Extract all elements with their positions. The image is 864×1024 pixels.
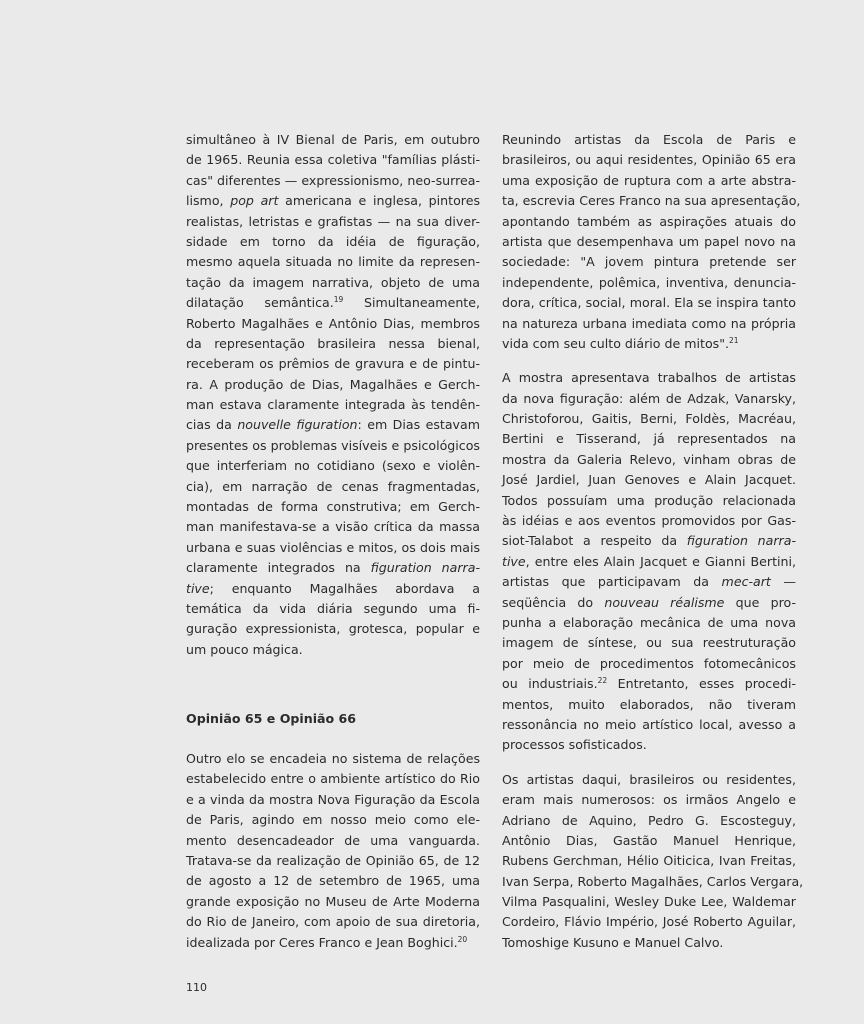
text-line: grande exposição no Museu de Arte Moderna <box>186 893 480 909</box>
text-line: idealizada por Ceres Franco e Jean Boghici.$^{20}$ <box>186 934 468 950</box>
text-line: Cordeiro, Flávio Império, José Roberto Aguilar, <box>502 914 796 930</box>
paragraph-gap <box>502 756 796 770</box>
text-line: Rubens Gerchman, Hélio Oiticica, Ivan Freitas, <box>502 853 796 869</box>
text-line: Christoforou, Gaitis, Berni, Foldès, Macréau, <box>502 411 796 427</box>
right-paragraph-2 <box>502 368 796 755</box>
right-paragraph-3 <box>502 770 804 954</box>
text-line: mento desencadeador de uma vanguarda. <box>186 832 480 848</box>
text-line: e a vinda da mostra Nova Figuração da Escola <box>186 791 480 807</box>
text-line: realistas, letristas e grafistas — na sua diver- <box>186 213 480 229</box>
text-line: eram mais numerosos: os irmãos Angelo e <box>502 792 796 808</box>
text-line: claramente integrados na figuration narra- <box>186 560 480 576</box>
text-line: lismo, pop art americana e inglesa, pintores <box>186 193 480 209</box>
text-line: man manifestava-se a visão crítica da massa <box>186 519 480 535</box>
text-line: um pouco mágica. <box>186 641 303 657</box>
text-line: Antônio Dias, Gastão Manuel Henrique, <box>502 832 796 848</box>
text-line: na natureza urbana imediata como na própria <box>502 315 796 331</box>
section-heading: Opinião 65 e Opinião 66 <box>186 711 357 726</box>
text-line: de Paris, agindo em nosso meio como ele- <box>186 812 480 828</box>
text-line: presentes os problemas visíveis e psicológicos <box>186 437 480 453</box>
right-column-text <box>502 130 804 953</box>
text-line: mostra da Galeria Relevo, vinham obras de <box>502 451 796 467</box>
text-line: às idéias e aos eventos promovidos por Gas- <box>502 513 796 529</box>
text-line: guração expressionista, grotesca, popular e <box>186 621 480 637</box>
text-line: Outro elo se encadeia no sistema de relações <box>186 751 480 766</box>
text-line: tação da imagem narrativa, objeto de uma <box>186 274 480 290</box>
paragraph-gap <box>502 354 796 368</box>
text-line: cia), em narração de cenas fragmentadas, <box>186 478 480 494</box>
text-line: sociedade: "A jovem pintura pretende ser <box>502 254 796 270</box>
text-line: brasileiros, ou aqui residentes, Opinião 65 era <box>502 152 796 168</box>
text-line: de agosto a 12 de setembro de 1965, uma <box>186 873 480 889</box>
text-line: Adriano de Aquino, Pedro G. Escosteguy, <box>502 812 796 828</box>
text-line: A mostra apresentava trabalhos de artistas <box>502 370 796 386</box>
text-line: estabelecido entre o ambiente artístico do Rio <box>186 771 480 787</box>
text-line: ra. A produção de Dias, Magalhães e Gerch- <box>186 376 480 392</box>
text-line: Os artistas daqui, brasileiros ou residentes, <box>502 771 796 787</box>
text-line: da nova figuração: além de Adzak, Vanarsky, <box>502 390 796 406</box>
text-line: urbana e suas violências e mitos, os dois mais <box>186 539 480 555</box>
text-line: da representação brasileira nessa bienal, <box>186 335 480 351</box>
text-line: Todos possuíam uma produção relacionada <box>502 492 796 508</box>
text-line: uma exposição de ruptura com a arte abstra- <box>502 172 796 188</box>
text-line: man estava claramente integrada às tendên- <box>186 397 480 413</box>
text-line: siot-Talabot a respeito da figuration narra- <box>502 533 796 549</box>
text-line: dora, crítica, social, moral. Ela se inspira tanto <box>502 295 796 311</box>
text-line: tive, entre eles Alain Jacquet e Gianni Bertini, <box>502 553 796 569</box>
text-line: Tratava-se da realização de Opinião 65, de 12 <box>186 852 480 868</box>
text-line: Bertini e Tisserand, já representados na <box>502 431 796 447</box>
text-line: vida com seu culto diário de mitos".$^{21}$ <box>502 335 739 351</box>
text-line: artista que desempenhava um papel novo na <box>502 233 796 249</box>
text-line: mesmo aquela situada no limite da represen- <box>186 254 480 270</box>
text-line: receberam os prêmios de gravura e de pintu- <box>186 356 480 372</box>
text-line: artistas que participavam da mec-art — <box>502 574 796 590</box>
text-line: sidade em torno da idéia de figuração, <box>186 233 480 249</box>
text-line: Tomoshige Kusuno e Manuel Calvo. <box>502 934 724 950</box>
text-line: processos sofisticados. <box>502 737 647 753</box>
text-line: tive; enquanto Magalhães abordava a <box>186 580 480 596</box>
text-line: punha a elaboração mecânica de uma nova <box>502 614 796 630</box>
text-line: ressonância no meio artístico local, avesso a <box>502 716 796 732</box>
text-line: Roberto Magalhães e Antônio Dias, membros <box>186 315 480 331</box>
text-line: montadas de forma construtiva; em Gerch- <box>186 499 480 515</box>
left-column-text <box>186 130 480 660</box>
text-line: por meio de procedimentos fotomecânicos <box>502 655 796 671</box>
text-line: cas" diferentes — expressionismo, neo-surrea- <box>186 172 480 188</box>
text-line: imagem de síntese, ou sua reestruturação <box>502 635 796 651</box>
text-line: Vilma Pasqualini, Wesley Duke Lee, Waldemar <box>502 894 796 910</box>
text-line: José Jardiel, Juan Genoves e Alain Jacquet. <box>502 472 796 488</box>
text-line: Ivan Serpa, Roberto Magalhães, Carlos Vergara, <box>502 873 804 889</box>
text-line: apontando também as aspirações atuais do <box>502 213 796 229</box>
text-line: dilatação semântica.$^{19}$ Simultaneamente, <box>186 295 480 311</box>
text-line: ou industriais.$^{22}$ Entretanto, esses procedi- <box>502 676 797 692</box>
text-line: cias da nouvelle figuration: em Dias estavam <box>186 417 480 433</box>
text-line: do Rio de Janeiro, com apoio de sua diretoria, <box>186 914 480 930</box>
right-paragraph-1 <box>502 130 801 354</box>
text-line: seqüência do nouveau réalisme que pro- <box>502 594 797 610</box>
text-line: temática da vida diária segundo uma fi- <box>186 600 480 616</box>
text-line: mentos, muito elaborados, não tiveram <box>502 696 796 712</box>
text-line: independente, polêmica, inventiva, denuncia- <box>502 274 796 290</box>
text-line: que interferiam no cotidiano (sexo e violên- <box>186 458 480 474</box>
left-column-second-paragraph <box>186 749 480 953</box>
text-line: simultâneo à IV Bienal de Paris, em outubro <box>186 132 480 147</box>
text-line: ta, escrevia Ceres Franco na sua apresentação, <box>502 193 801 209</box>
page-number: 110 <box>186 981 207 994</box>
text-line: de 1965. Reunia essa coletiva "famílias plásti- <box>186 152 480 168</box>
text-line: Reunindo artistas da Escola de Paris e <box>502 132 796 147</box>
